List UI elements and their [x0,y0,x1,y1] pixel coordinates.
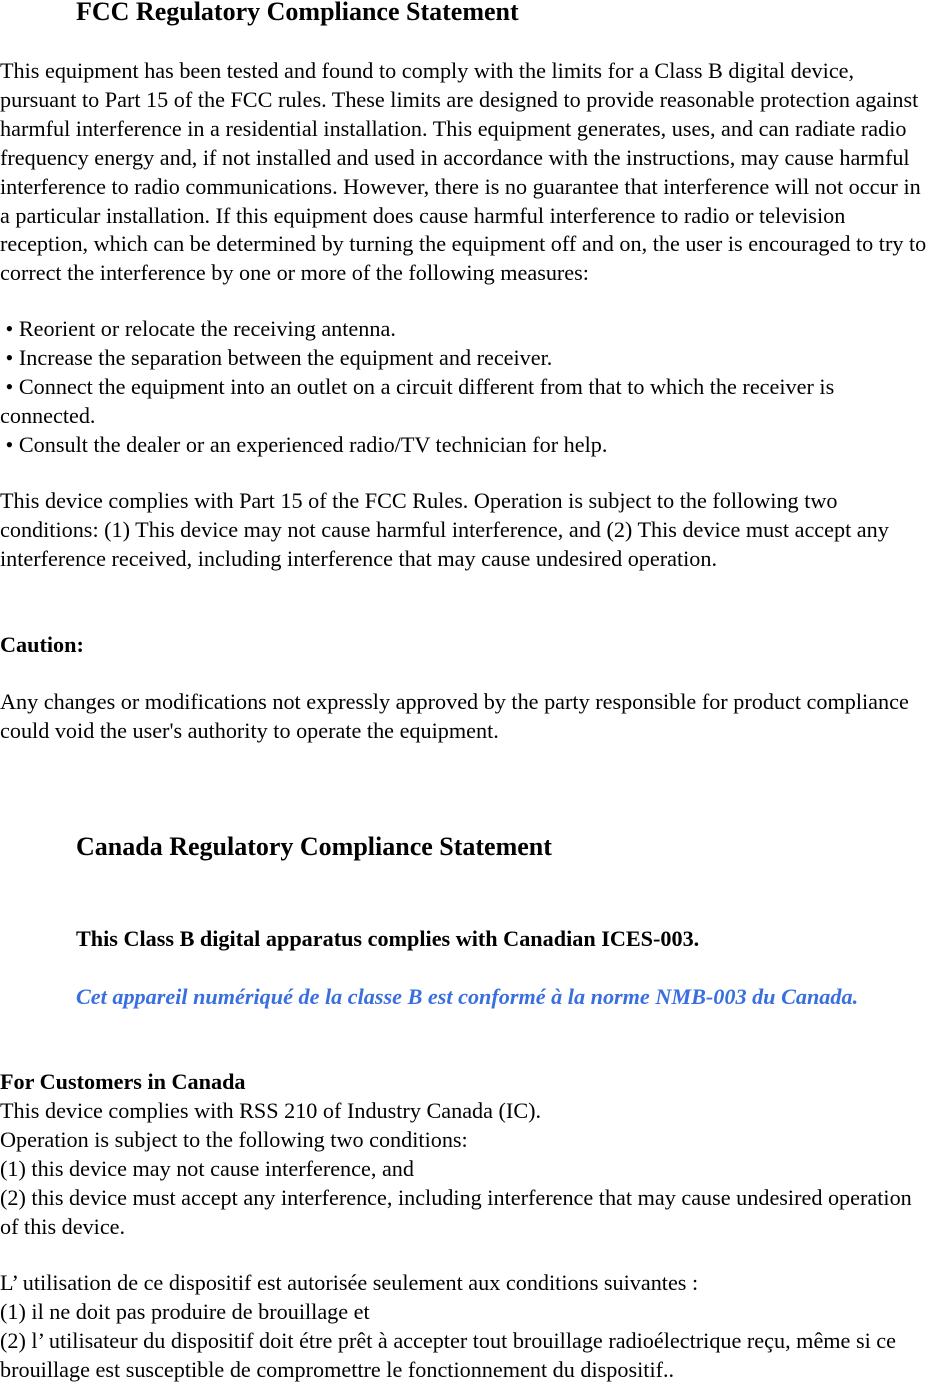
customers-line: This device complies with RSS 210 of Industry Canada (IC). [0,1098,542,1123]
customers-line: (2) this device must accept any interference, including interference that may cause undesired operation of this device. [0,1184,912,1239]
customers-line: Operation is subject to the following two conditions: [0,1126,468,1152]
fcc-measure-item: • Increase the separation between the equipment and receiver. [0,344,553,370]
fcc-measure-item: • Connect the equipment into an outlet on a circuit different from that to which the receiver is connected. [0,373,840,428]
fcc-measures-list [0,315,934,460]
fcc-measure-item: • Consult the dealer or an experienced radio/TV technician for help. [0,431,608,457]
customers-line: (1) this device may not cause interference, and [0,1155,414,1181]
french-conditions [0,1269,934,1385]
customers-heading: For Customers in Canada [0,1069,246,1094]
french-line: L’ utilisation de ce dispositif est autorisée seulement aux conditions suivantes : [0,1270,699,1295]
customers-conditions [0,1097,934,1242]
fcc-paragraph-2: This device complies with Part 15 of the FCC Rules. Operation is subject to the following two conditions: (1) This device may not cause harmful interference, and (2) This device must accept any interference received, including interference that may cause undesired operation. [0,488,889,571]
ices-french: Cet appareil numériqué de la classe B est conformé à la norme NMB-003 du Canada. [76,984,859,1009]
french-line: (2) l’ utilisateur du dispositif doit étre prêt à accepter tout brouillage radioélectrique reçu, même si ce brouillage est susceptible de compromettre le fonctionnement du dispositif.. [0,1327,896,1382]
french-line: (1) il ne doit pas produire de brouillage et [0,1298,370,1324]
caution-text: Any changes or modifications not expressly approved by the party responsible for product compliance could void the user's authority to operate the equipment. [0,689,909,743]
fcc-measure-item: • Reorient or relocate the receiving antenna. [0,316,396,341]
ices-english: This Class B digital apparatus complies with Canadian ICES-003. [76,926,700,951]
fcc-paragraph-1: This equipment has been tested and found to comply with the limits for a Class B digital device, pursuant to Part 15 of the FCC rules. These limits are designed to provide reasonable protection against harmful interference in a residential installation. This equipment generates, uses, and can radiate radio frequency energy and, if not installed and used in accordance with the instructions, may cause harmful interference to radio communications. However, there is no guarantee that interference will not occur in a particular installation. If this equipment does cause harmful interference to radio or television reception, which can be determined by turning the equipment off and on, the user is encouraged to try to correct the interference by one or more of the following measures: [0,58,927,286]
canada-title: Canada Regulatory Compliance Statement [76,832,552,861]
fcc-title: FCC Regulatory Compliance Statement [76,0,519,26]
caution-label: Caution: [0,632,84,657]
